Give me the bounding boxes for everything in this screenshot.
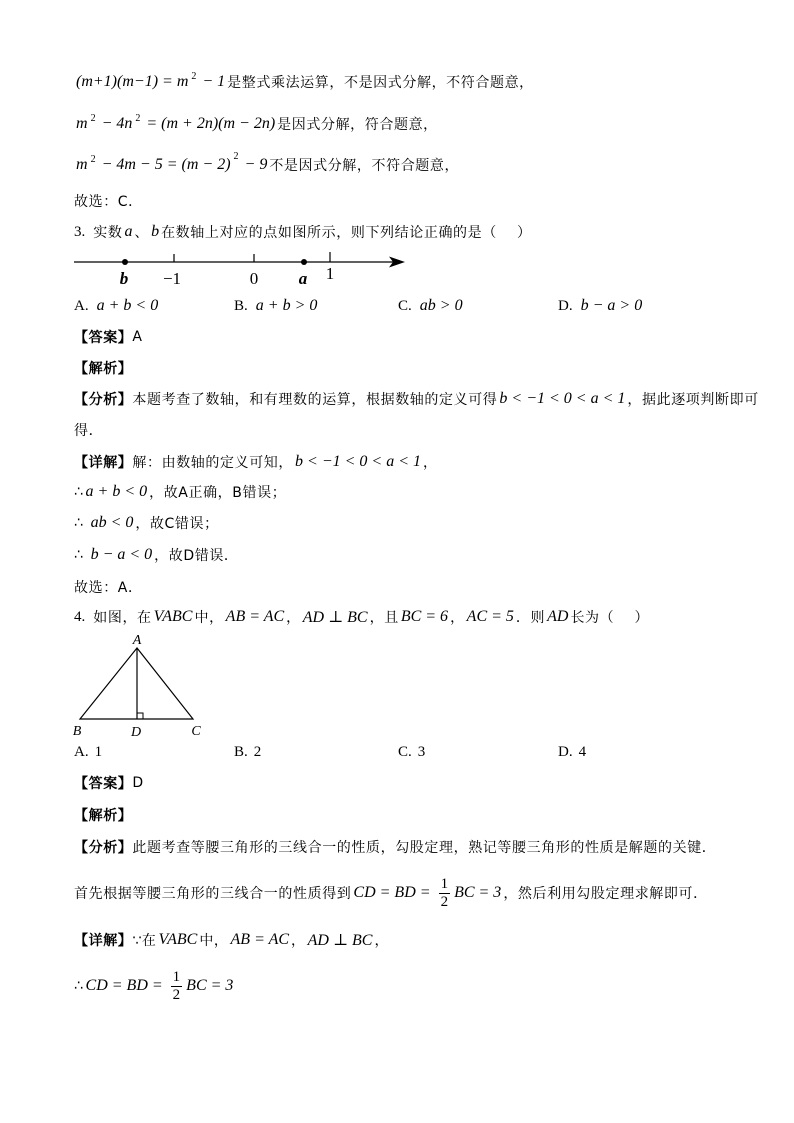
variable: b (151, 223, 160, 240)
option-letter: C. (398, 743, 412, 760)
math-expression: − 4n (97, 115, 133, 132)
math-expression: BC = 3 (454, 884, 502, 901)
stem-text: ， (286, 610, 301, 626)
math-expression: m (76, 115, 88, 132)
q3-options (0, 295, 794, 317)
label-one: 1 (325, 264, 335, 283)
stem-text: 实数 (93, 225, 123, 241)
solution-label: 【解析】 (74, 808, 133, 824)
choice-text: 故选：A． (74, 580, 143, 596)
variable: a (124, 223, 133, 240)
answer-label: 【答案】 (74, 776, 133, 792)
question-number: 3. (74, 223, 86, 240)
math-expression: AD ⊥ BC (302, 609, 368, 626)
vertex-label-c: C (191, 724, 201, 739)
q3-choice (74, 576, 143, 598)
plan-text: 首先根据等腰三角形的三线合一的性质得到 (74, 886, 352, 902)
q4-options (0, 741, 794, 763)
detail-label: 【详解】 (74, 933, 133, 949)
analysis-text: 此题考查等腰三角形的三线合一的性质，勾股定理，熟记等腰三角形的性质是解题的关键． (132, 840, 717, 856)
prev-choice (74, 190, 143, 212)
step-text: ，故A正确，B错误； (149, 485, 287, 501)
triangle-figure (0, 630, 220, 740)
q3-step-3 (74, 544, 239, 566)
therefore-symbol: ∴ (74, 547, 89, 563)
q3-step-1 (74, 481, 286, 503)
option-expression: b − a > 0 (580, 297, 643, 314)
question-number: 4. (74, 608, 86, 625)
stem-text: 如图，在 (93, 610, 152, 626)
explanation-text: 是因式分解，符合题意， (277, 117, 438, 133)
q3-analysis (74, 388, 759, 410)
math-expression: a + b < 0 (85, 483, 148, 500)
number-line (0, 240, 420, 292)
option-letter: B. (234, 743, 248, 760)
explanation-text: 不是因式分解，不符合题意， (269, 158, 460, 174)
q3-answer (74, 326, 143, 348)
math-expression: BC = 6 (400, 608, 449, 625)
label-a: a (298, 269, 308, 288)
option-value: 4 (578, 743, 587, 760)
answer-value: D (132, 775, 144, 791)
plan-text: ，然后利用勾股定理求解即可． (503, 886, 708, 902)
analysis-label: 【分析】 (74, 392, 133, 408)
math-expression: CD = BD = (353, 884, 435, 901)
detail-text: ∵在 (132, 933, 157, 949)
prev-solution-line-2 (74, 113, 438, 135)
exponent: 2 (233, 150, 239, 162)
option-letter: D. (558, 297, 573, 314)
detail-text: ， (374, 933, 390, 949)
math-expression: AC = 5 (466, 608, 514, 625)
detail-text: ， (423, 455, 438, 471)
answer-value: A (132, 329, 143, 345)
option-c (398, 295, 465, 317)
math-expression: b < −1 < 0 < a < 1 (499, 390, 626, 407)
q4-analysis (74, 836, 716, 858)
q4-stem (74, 606, 649, 628)
q3-detail (74, 451, 438, 473)
stem-text: 在数轴上对应的点如图所示，则下列结论正确的是（ ） (161, 225, 532, 241)
math-expression: CD = BD = (85, 977, 167, 994)
point-b (122, 259, 128, 265)
therefore-symbol: ∴ (74, 515, 89, 531)
option-expression: ab > 0 (419, 297, 463, 314)
detail-text: 中， (199, 933, 229, 949)
stem-text: 中， (194, 610, 224, 626)
option-c (398, 741, 431, 763)
prev-solution-line-1 (74, 71, 534, 93)
solution-label: 【解析】 (74, 361, 133, 377)
stem-text: ，且 (369, 610, 399, 626)
math-expression: AB = AC (230, 931, 290, 948)
analysis-text: 得． (74, 423, 104, 439)
step-text: ，故C错误； (135, 516, 219, 532)
q3-analysis-cont (74, 419, 103, 441)
option-expression: a + b > 0 (255, 297, 318, 314)
fraction-numerator: 1 (440, 875, 449, 892)
vertex-label-b: B (72, 724, 82, 739)
therefore-symbol: ∴ (74, 978, 84, 994)
option-b (234, 741, 267, 763)
right-angle-mark (137, 713, 143, 719)
option-d (558, 295, 644, 317)
fraction-denominator: 2 (172, 986, 181, 1003)
exponent: 2 (135, 112, 141, 124)
math-expression: − 9 (240, 156, 268, 173)
math-expression: BC = 3 (186, 977, 234, 994)
q4-step (74, 966, 235, 1006)
math-expression: VABC (158, 931, 198, 948)
q4-solution-heading (74, 804, 132, 826)
q3-step-2 (74, 512, 219, 534)
stem-text: 、 (134, 225, 150, 241)
prev-solution-line-3 (74, 150, 460, 176)
label-zero: 0 (249, 269, 259, 288)
detail-text: 解：由数轴的定义可知， (132, 455, 294, 471)
fraction-numerator: 1 (172, 968, 181, 985)
option-a (74, 741, 108, 763)
math-expression: (m+1)(m−1) = m (76, 73, 189, 90)
foot-label-d: D (130, 725, 142, 740)
q4-detail (74, 929, 389, 951)
math-expression: VABC (153, 608, 193, 625)
fraction (439, 876, 451, 911)
option-letter: D. (558, 743, 573, 760)
option-b (234, 295, 319, 317)
math-expression: = (m + 2n)(m − 2n) (142, 115, 276, 132)
option-value: 3 (417, 743, 426, 760)
stem-text: 长为（ ） (570, 610, 650, 626)
option-letter: A. (74, 743, 89, 760)
option-value: 1 (94, 743, 103, 760)
q3-solution-heading (74, 357, 132, 379)
choice-text: 故选：C． (74, 194, 143, 210)
stem-text: ．则 (515, 610, 546, 626)
exponent: 2 (90, 153, 96, 165)
therefore-symbol: ∴ (74, 484, 84, 500)
vertex-label-a: A (132, 633, 142, 648)
math-expression: m (76, 156, 88, 173)
option-letter: C. (398, 297, 412, 314)
option-a (74, 295, 160, 317)
label-b: b (119, 269, 129, 288)
explanation-text: 是整式乘法运算，不是因式分解，不符合题意， (227, 75, 534, 91)
answer-label: 【答案】 (74, 330, 133, 346)
step-text: ，故D错误． (154, 548, 239, 564)
math-expression: ab < 0 (90, 514, 134, 531)
exponent: 2 (90, 112, 96, 124)
detail-label: 【详解】 (74, 455, 133, 471)
label-neg-one: −1 (162, 269, 182, 288)
option-value: 2 (253, 743, 262, 760)
math-expression: AD (547, 608, 569, 625)
analysis-text: 本题考查了数轴，和有理数的运算，根据数轴的定义可得 (132, 392, 498, 408)
math-expression: AD ⊥ BC (307, 932, 373, 949)
option-letter: B. (234, 297, 248, 314)
exponent: 2 (191, 70, 197, 82)
stem-text: ， (450, 610, 465, 626)
math-expression: b − a < 0 (90, 546, 153, 563)
q4-plan (74, 873, 708, 913)
analysis-text: ，据此逐项判断即可 (627, 392, 759, 408)
math-expression: b < −1 < 0 < a < 1 (295, 453, 421, 470)
fraction-denominator: 2 (440, 893, 449, 910)
analysis-label: 【分析】 (74, 840, 133, 856)
q4-answer (74, 772, 144, 794)
option-letter: A. (74, 297, 89, 314)
point-a (301, 259, 307, 265)
option-expression: a + b < 0 (96, 297, 159, 314)
option-d (558, 741, 592, 763)
math-expression: − 4m − 5 = (m − 2) (97, 156, 231, 173)
detail-text: ， (291, 933, 306, 949)
fraction (171, 969, 183, 1004)
math-expression: − 1 (198, 73, 226, 90)
math-expression: AB = AC (225, 608, 285, 625)
